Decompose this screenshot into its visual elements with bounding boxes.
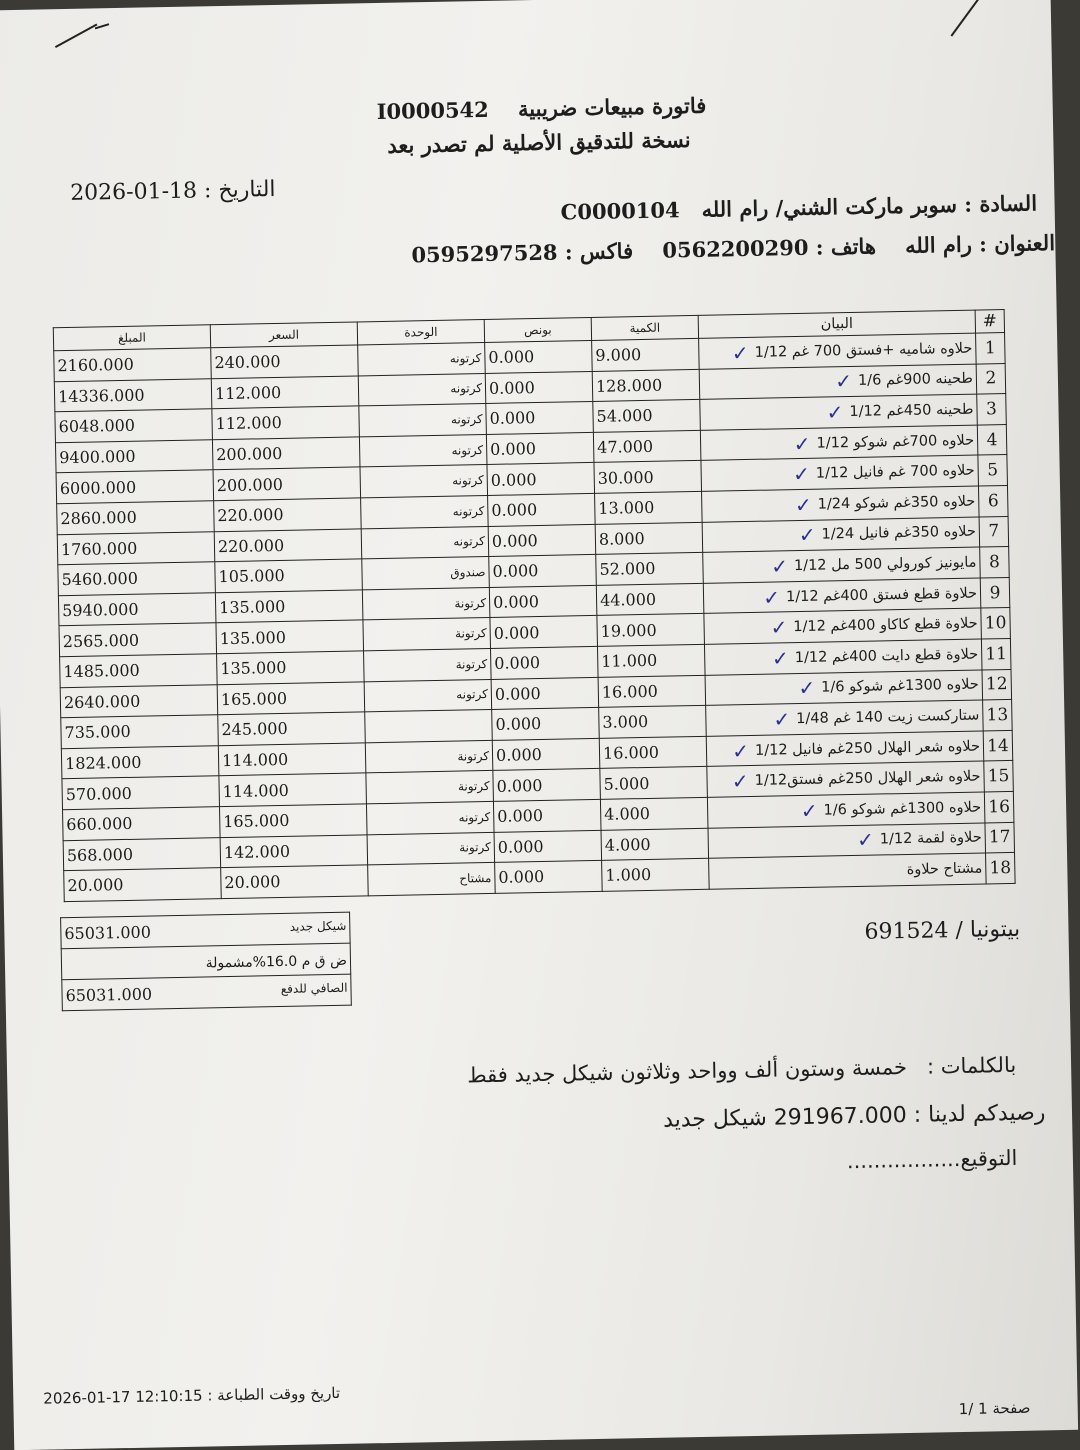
row-amount: 568.000	[63, 837, 221, 871]
row-index: 18	[986, 853, 1016, 884]
check-mark-icon: ✓	[731, 340, 749, 366]
row-index: 10	[981, 608, 1011, 639]
check-mark-icon: ✓	[771, 554, 789, 579]
row-quantity: 8.000	[595, 522, 703, 555]
row-index: 8	[980, 547, 1010, 578]
row-description: مايونيز كورولي 500 مل 1/12	[793, 554, 977, 575]
row-quantity: 44.000	[596, 583, 704, 616]
row-bonus: 0.000	[492, 708, 600, 741]
balance-label: رصيدكم لدينا :	[913, 1100, 1046, 1128]
row-amount: 2860.000	[57, 501, 215, 535]
row-price: 220.000	[214, 498, 362, 531]
print-datetime-row	[43, 1384, 340, 1408]
row-price: 240.000	[211, 345, 359, 378]
row-unit: كرتونة	[362, 587, 490, 620]
row-index: 7	[979, 516, 1009, 547]
row-unit: كرتونه	[359, 434, 487, 467]
row-unit: كرتونه	[360, 465, 488, 498]
row-quantity: 13.000	[595, 491, 703, 524]
row-amount: 2565.000	[59, 623, 217, 657]
row-quantity: 5.000	[600, 767, 708, 800]
row-description: حلاوه 350غم فانيل 1/24	[821, 523, 977, 543]
row-index: 6	[978, 485, 1008, 516]
row-amount: 1485.000	[60, 654, 218, 688]
row-description: حلاوه 700 غم فانيل 1/12	[815, 462, 975, 482]
row-quantity: 30.000	[594, 461, 702, 494]
phone-value: 0562200290	[662, 234, 809, 263]
row-bonus: 0.000	[485, 340, 593, 373]
row-price: 165.000	[219, 804, 367, 837]
row-amount: 5940.000	[58, 592, 216, 626]
row-bonus: 0.000	[489, 585, 597, 618]
row-index: 11	[981, 638, 1011, 669]
signature-line: التوقيع.................	[846, 1145, 1018, 1174]
row-description: حلاوه شعر الهلال 250غم فانيل 1/12	[754, 738, 981, 759]
row-unit: صندوق	[362, 557, 490, 590]
row-price: 114.000	[218, 743, 366, 776]
row-price: 112.000	[211, 376, 359, 409]
row-unit: كرتونه	[366, 801, 494, 834]
row-unit: كرتونه	[359, 404, 487, 437]
check-mark-icon: ✓	[763, 584, 781, 610]
row-unit: كرتونه	[358, 373, 486, 406]
row-index: 4	[977, 424, 1007, 455]
phone-label: هاتف :	[815, 233, 877, 260]
header-price: السعر	[210, 322, 357, 348]
row-description: حلاوه شاميه +فستق 700 غم 1/12	[754, 340, 973, 361]
row-index: 9	[980, 577, 1010, 608]
invoice-date: 2026-01-18	[69, 178, 198, 206]
row-bonus: 0.000	[488, 524, 596, 557]
row-price: 135.000	[217, 651, 365, 684]
row-amount: 1824.000	[61, 745, 219, 779]
row-description: طحينه 450غم 1/12	[849, 401, 974, 420]
row-description-cell	[709, 853, 987, 889]
row-unit: كرتونة	[363, 618, 491, 651]
customer-name: سوبر ماركت الشني/ رام الله	[701, 191, 958, 222]
row-index: 12	[982, 669, 1012, 700]
items-table	[53, 309, 1016, 902]
row-price: 200.000	[213, 467, 361, 500]
row-index: 13	[983, 700, 1013, 731]
row-unit: كرتونة	[366, 771, 494, 804]
page-label: صفحة	[992, 1398, 1031, 1418]
balance-value: 291967.000	[773, 1103, 907, 1131]
row-description: حلاوة قطع فستق 400غم 1/12	[785, 585, 978, 605]
row-unit: كرتونه	[364, 679, 492, 712]
row-price: 142.000	[220, 834, 368, 867]
handwritten-note: بيتونيا / 691524	[864, 916, 1021, 945]
row-price: 135.000	[216, 620, 364, 653]
row-price: 245.000	[218, 712, 366, 745]
header-bonus: بونص	[484, 317, 591, 342]
row-bonus: 0.000	[489, 555, 597, 588]
row-price: 165.000	[217, 681, 365, 714]
balance-currency: شيكل جديد	[662, 1105, 768, 1133]
row-bonus: 0.000	[486, 402, 594, 435]
pen-stroke-mark	[53, 16, 118, 51]
row-bonus: 0.000	[488, 493, 596, 526]
row-price: 20.000	[221, 865, 369, 898]
row-unit: مشتاح	[368, 862, 496, 895]
check-mark-icon: ✓	[826, 400, 844, 425]
row-quantity: 4.000	[601, 828, 709, 861]
row-index: 15	[984, 761, 1014, 792]
row-index: 5	[978, 455, 1008, 486]
check-mark-icon: ✓	[771, 645, 790, 671]
net-row	[62, 974, 352, 1011]
row-amount: 5460.000	[58, 562, 216, 596]
row-quantity: 47.000	[593, 430, 701, 463]
row-amount: 14336.000	[54, 378, 212, 412]
row-unit: كرتونة	[364, 648, 492, 681]
row-index: 1	[976, 333, 1006, 364]
row-quantity: 19.000	[597, 614, 705, 647]
date-row	[70, 177, 276, 206]
row-description: طحينه 900غم 1/6	[857, 371, 974, 390]
row-price: 105.000	[215, 559, 363, 592]
customer-code: C0000104	[560, 197, 680, 225]
row-description: مشتاح حلاوة	[906, 860, 983, 878]
row-description: حلاوه 1300غم شوكو 1/6	[823, 799, 982, 819]
row-index: 16	[984, 791, 1014, 822]
check-mark-icon: ✓	[835, 369, 853, 394]
row-description: حلاوه 700غم شوكو 1/12	[816, 432, 975, 452]
row-bonus: 0.000	[493, 799, 601, 832]
check-mark-icon: ✓	[773, 707, 791, 732]
customer-label: السادة :	[964, 190, 1038, 217]
row-description: حلاوه 1300غم شوكو 1/6	[821, 676, 979, 696]
invoice-title-line	[376, 93, 706, 124]
row-description: حلاوة قطع دايت 400غم 1/12	[794, 646, 979, 666]
row-unit: كرتونه	[361, 495, 489, 528]
net-cell	[62, 974, 352, 1011]
row-quantity: 16.000	[598, 675, 706, 708]
invoice-number: I0000542	[376, 96, 490, 125]
row-amount: 2640.000	[60, 684, 218, 718]
row-bonus: 0.000	[493, 769, 601, 802]
amount-in-words-row	[467, 1053, 1016, 1088]
words-label: بالكلمات :	[926, 1052, 1017, 1079]
check-mark-icon: ✓	[770, 615, 788, 640]
page-number-row	[959, 1399, 1031, 1418]
row-unit: كرتونه	[358, 342, 486, 375]
header-description: البيان	[698, 310, 975, 338]
row-description: حلاوه 350غم شوكو 1/24	[817, 493, 976, 513]
address-value: رام الله	[904, 231, 973, 258]
header-quantity: الكمية	[591, 315, 698, 340]
check-mark-icon: ✓	[798, 676, 816, 701]
row-quantity: 9.000	[592, 338, 700, 371]
check-mark-icon: ✓	[792, 461, 811, 487]
row-bonus: 0.000	[492, 738, 600, 771]
row-amount: 1760.000	[57, 531, 215, 565]
net-label: الصافي للدفع	[280, 980, 348, 996]
row-bonus: 0.000	[485, 371, 593, 404]
fax-label: فاكس :	[564, 238, 634, 265]
fax-value: 0595297528	[411, 239, 558, 268]
row-amount: 2160.000	[54, 348, 212, 382]
row-bonus: 0.000	[495, 860, 603, 893]
words-value: خمسة وستون ألف وواحد وثلاثون شيكل جديد فقط	[466, 1055, 908, 1088]
totals-table	[60, 912, 352, 1012]
row-amount: 20.000	[64, 868, 222, 902]
address-row	[411, 230, 1055, 267]
row-quantity: 128.000	[592, 369, 700, 402]
customer-row	[560, 190, 1037, 224]
row-bonus: 0.000	[487, 463, 595, 496]
row-quantity: 1.000	[602, 858, 710, 891]
row-description: حلاوة لقمة 1/12	[879, 829, 982, 848]
row-quantity: 3.000	[599, 705, 707, 738]
row-description: حلاوه شعر الهلال 250غم فستق1/12	[754, 768, 981, 790]
row-amount: 6000.000	[56, 470, 214, 504]
header-index: #	[975, 310, 1004, 334]
row-bonus: 0.000	[491, 677, 599, 710]
row-bonus: 0.000	[490, 646, 598, 679]
row-amount: 735.000	[61, 715, 219, 749]
row-description: ستاركست زيت 140 غم 1/48	[796, 707, 980, 728]
balance-row	[663, 1100, 1046, 1132]
row-index: 17	[985, 822, 1015, 853]
date-label: التاريخ :	[203, 176, 276, 204]
row-amount: 660.000	[63, 807, 221, 841]
total-value: 65031.000	[64, 922, 152, 943]
header-amount: المبلغ	[53, 325, 210, 351]
row-amount: 570.000	[62, 776, 220, 810]
address-label: العنوان :	[978, 230, 1056, 257]
row-price: 200.000	[212, 437, 360, 470]
vat-label: ض ق م 16.0%مشمولة	[205, 952, 348, 971]
header-unit: الوحدة	[357, 320, 484, 345]
row-price: 112.000	[212, 406, 360, 439]
check-mark-icon: ✓	[798, 523, 816, 548]
check-mark-icon: ✓	[800, 798, 818, 823]
row-unit: كرتونه	[361, 526, 489, 559]
row-quantity: 52.000	[596, 553, 704, 586]
row-unit: كرتونة	[365, 740, 493, 773]
check-mark-icon: ✓	[856, 827, 875, 853]
row-quantity: 54.000	[593, 400, 701, 433]
print-label: تاريخ ووقت الطباعة :	[207, 1383, 341, 1405]
row-bonus: 0.000	[486, 432, 594, 465]
print-datetime: 2026-01-17 12:10:15	[43, 1386, 203, 1408]
row-bonus: 0.000	[490, 616, 598, 649]
copy-note: نسخة للتدقيق الأصلية لم تصدر بعد	[387, 127, 691, 158]
pen-stroke-mark	[948, 0, 985, 38]
check-mark-icon: ✓	[732, 738, 750, 763]
row-bonus: 0.000	[494, 830, 602, 863]
row-price: 135.000	[215, 590, 363, 623]
page-value: 1/ 1	[958, 1399, 988, 1419]
row-quantity: 4.000	[600, 797, 708, 830]
row-amount: 6048.000	[55, 409, 213, 443]
row-description: حلاوة قطع كاكاو 400غم 1/12	[793, 615, 978, 636]
total-label: شيكل جديد	[289, 918, 347, 934]
check-mark-icon: ✓	[731, 769, 749, 794]
row-index: 14	[983, 730, 1013, 761]
row-price: 114.000	[219, 773, 367, 806]
row-unit	[365, 710, 493, 743]
check-mark-icon: ✓	[793, 431, 811, 456]
row-index: 3	[977, 394, 1007, 425]
row-quantity: 16.000	[599, 736, 707, 769]
row-index: 2	[976, 363, 1006, 394]
net-value: 65031.000	[65, 984, 153, 1005]
row-amount: 9400.000	[55, 440, 213, 474]
row-price: 220.000	[214, 528, 362, 561]
invoice-title: فاتورة مبيعات ضريبية	[517, 92, 707, 122]
row-unit: كرتونة	[367, 832, 495, 865]
row-quantity: 11.000	[597, 644, 705, 677]
check-mark-icon: ✓	[794, 492, 812, 517]
